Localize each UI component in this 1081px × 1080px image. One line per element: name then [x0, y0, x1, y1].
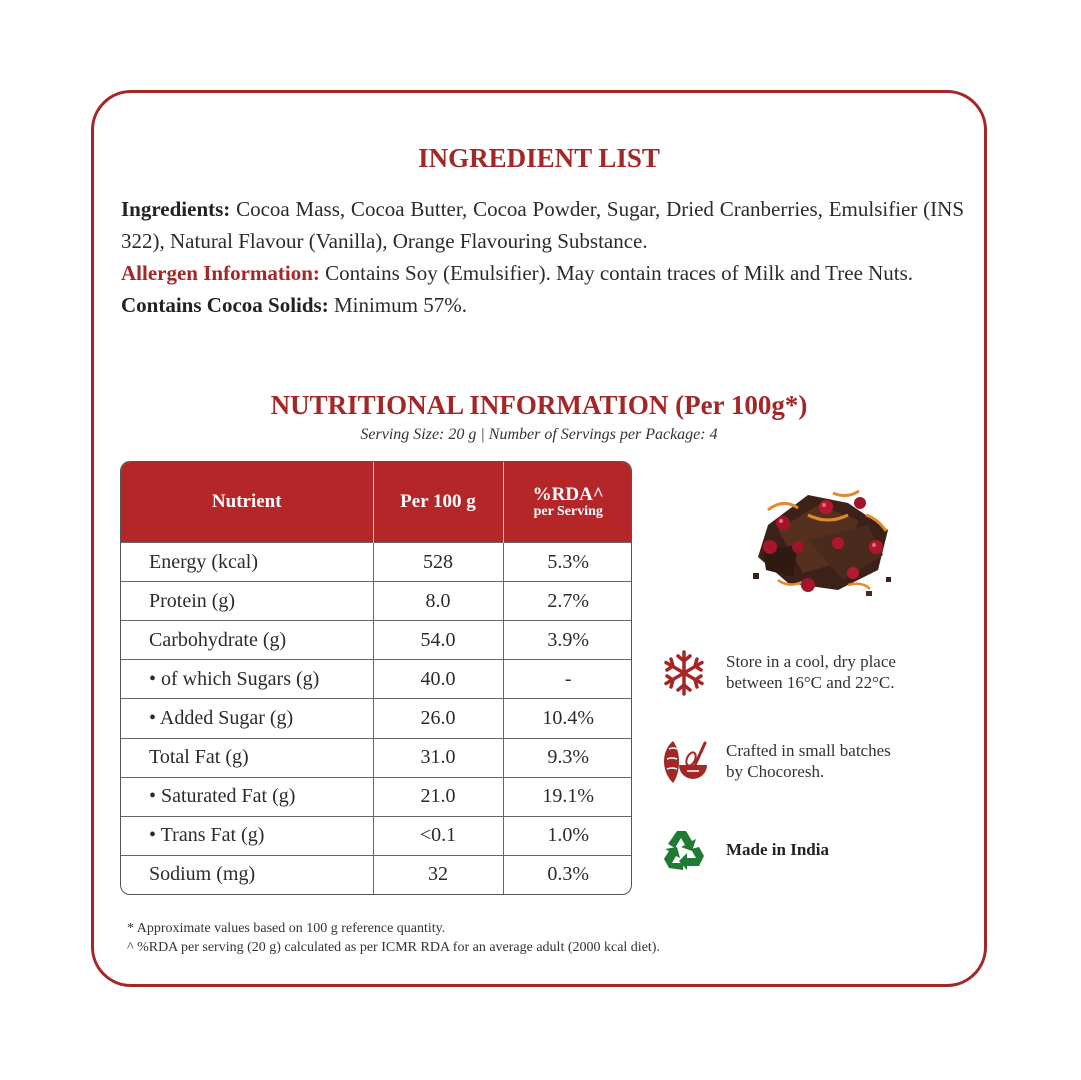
crafted-text: [726, 740, 891, 782]
footnote-2: ^ %RDA per serving (20 g) calculated as per ICMR RDA for an average adult (2000 kcal diet).: [127, 940, 660, 955]
cocoa-solids-text: Minimum 57%.: [328, 293, 467, 317]
cocoa-solids-paragraph: [121, 289, 964, 321]
ingredients-paragraph: [121, 193, 964, 257]
ingredients-text: Cocoa Mass, Cocoa Butter, Cocoa Powder, Sugar, Dried Cranberries, Emulsifier (INS 322), Natural Flavour (Vanilla), Orange Flavouring Substance.: [121, 197, 964, 253]
nutrient-rda: 19.1%: [503, 777, 632, 816]
table-row: [121, 777, 632, 816]
nutrient-per100: 26.0: [373, 699, 503, 738]
nutrient-rda: 3.9%: [503, 621, 632, 660]
footnote-1: * Approximate values based on 100 g reference quantity.: [127, 921, 446, 936]
allergen-text: Contains Soy (Emulsifier). May contain traces of Milk and Tree Nuts.: [319, 261, 914, 285]
nutrient-per100: 21.0: [373, 777, 503, 816]
header-rda-sub: per Serving: [533, 504, 603, 519]
nutrient-name: Total Fat (g): [121, 738, 373, 777]
crafted-line-1: Crafted in small batches: [726, 741, 891, 760]
header-rda-main: %RDA^: [532, 484, 604, 505]
crafted-line-2: by Chocoresh.: [726, 762, 825, 781]
made-in-feature: [659, 825, 959, 877]
nutrition-title: NUTRITIONAL INFORMATION (Per 100g*): [270, 390, 808, 420]
table-header-row: [121, 462, 632, 543]
nutrient-name: Carbohydrate (g): [121, 621, 373, 660]
header-nutrient: Nutrient: [121, 462, 373, 543]
footnotes: [127, 919, 660, 957]
storage-line-2: between 16°C and 22°C.: [726, 673, 895, 692]
nutrient-per100: 528: [373, 543, 503, 582]
allergen-label: Allergen Information:: [121, 261, 320, 285]
crafted-feature: [659, 737, 959, 789]
nutrition-table: [120, 461, 632, 895]
recycle-icon: [659, 825, 709, 875]
storage-line-1: Store in a cool, dry place: [726, 652, 896, 671]
table-row: [121, 699, 632, 738]
cocoa-pod-whisk-icon: [659, 737, 709, 787]
nutrient-name: Protein (g): [121, 582, 373, 621]
table-row: [121, 660, 632, 699]
chocolate-cranberry-image: [748, 485, 900, 605]
table-row: [121, 543, 632, 582]
header-rda: [503, 462, 632, 543]
nutrient-name: • Saturated Fat (g): [121, 777, 373, 816]
allergen-paragraph: [121, 257, 964, 289]
nutrient-rda: 2.7%: [503, 582, 632, 621]
storage-text: [726, 651, 896, 693]
storage-feature: [659, 648, 959, 700]
ingredient-list-title: INGREDIENT LIST: [418, 143, 660, 173]
nutrient-per100: <0.1: [373, 816, 503, 855]
nutrient-rda: 9.3%: [503, 738, 632, 777]
table-row: [121, 738, 632, 777]
nutrient-rda: 10.4%: [503, 699, 632, 738]
made-in-text: Made in India: [726, 840, 829, 859]
header-per-100g: Per 100 g: [373, 462, 503, 543]
nutrient-per100: 31.0: [373, 738, 503, 777]
table-row: [121, 855, 632, 894]
nutrient-name: • of which Sugars (g): [121, 660, 373, 699]
snowflake-icon: [659, 648, 709, 698]
ingredient-details: [121, 193, 964, 321]
serving-info: Serving Size: 20 g | Number of Servings per Package: 4: [360, 426, 718, 443]
nutrient-per100: 8.0: [373, 582, 503, 621]
ingredients-label: Ingredients:: [121, 197, 231, 221]
nutrient-name: • Trans Fat (g): [121, 816, 373, 855]
table-row: [121, 621, 632, 660]
nutrient-name: Energy (kcal): [121, 543, 373, 582]
nutrient-rda: 1.0%: [503, 816, 632, 855]
nutrient-per100: 54.0: [373, 621, 503, 660]
nutrient-per100: 32: [373, 855, 503, 894]
nutrient-name: Sodium (mg): [121, 855, 373, 894]
cocoa-solids-label: Contains Cocoa Solids:: [121, 293, 329, 317]
nutrient-per100: 40.0: [373, 660, 503, 699]
info-card: [91, 90, 987, 987]
table-row: [121, 582, 632, 621]
nutrient-name: • Added Sugar (g): [121, 699, 373, 738]
nutrient-rda: -: [503, 660, 632, 699]
nutrient-rda: 0.3%: [503, 855, 632, 894]
table-row: [121, 816, 632, 855]
nutrient-rda: 5.3%: [503, 543, 632, 582]
